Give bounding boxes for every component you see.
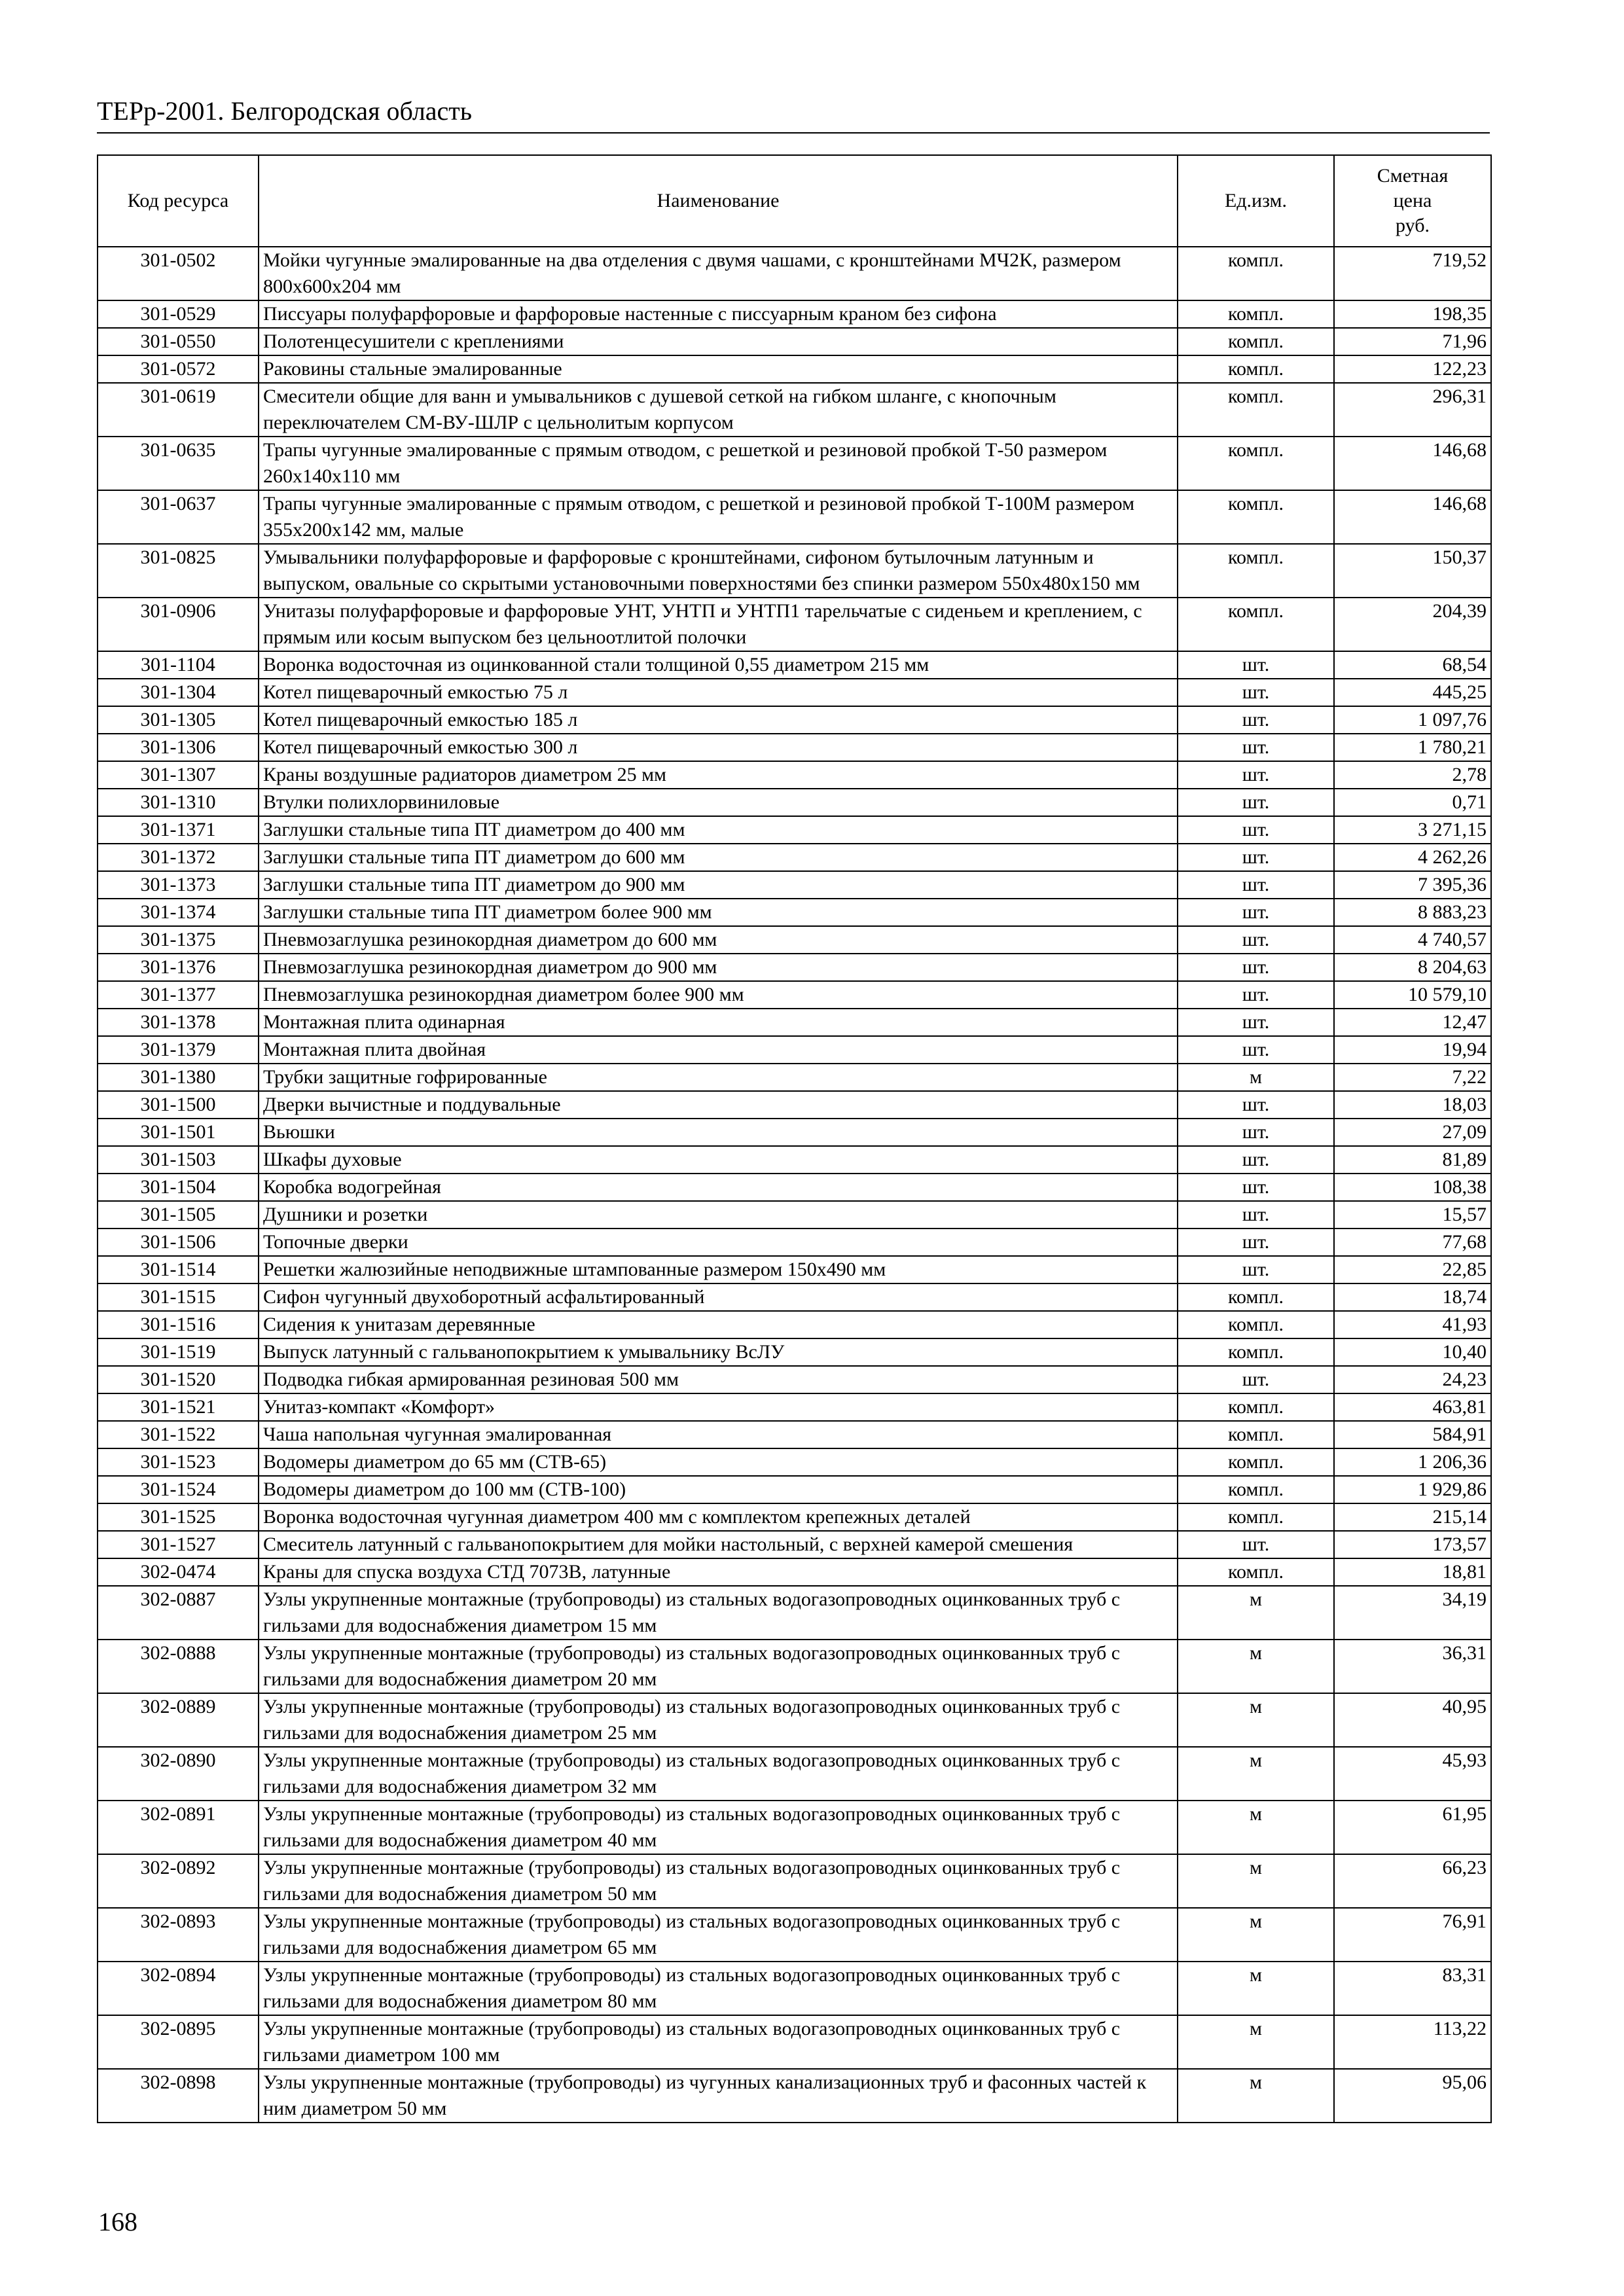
cell-price: 10 579,10 (1334, 981, 1491, 1009)
cell-resource-name: Пневмозаглушка резинокордная диаметром до 900 мм (259, 954, 1178, 981)
cell-unit: компл. (1178, 300, 1334, 328)
cell-resource-name: Писсуары полуфарфоровые и фарфоровые настенные с писсуарным краном без сифона (259, 300, 1178, 328)
cell-resource-code: 301-1504 (98, 1174, 259, 1201)
cell-resource-name: Смесители общие для ванн и умывальников с душевой сеткой на гибком шланге, с кнопочным переключателем СМ-ВУ-ШЛР с цельнолитым корпусом (259, 383, 1178, 437)
cell-unit: м (1178, 1747, 1334, 1801)
table-row (98, 899, 1491, 926)
cell-unit: компл. (1178, 490, 1334, 544)
cell-resource-code: 301-1500 (98, 1091, 259, 1119)
cell-resource-name: Узлы укрупненные монтажные (трубопроводы) из стальных водогазопроводных оцинкованных труб с гильзами для водоснабжения диаметром 20 мм (259, 1640, 1178, 1693)
cell-unit: шт. (1178, 1256, 1334, 1283)
cell-price: 12,47 (1334, 1009, 1491, 1036)
resource-price-table (97, 154, 1492, 2123)
table-row (98, 355, 1491, 383)
cell-price: 45,93 (1334, 1747, 1491, 1801)
cell-resource-code: 301-0572 (98, 355, 259, 383)
table-row (98, 871, 1491, 899)
table-row (98, 1366, 1491, 1393)
cell-unit: компл. (1178, 1311, 1334, 1338)
cell-price: 40,95 (1334, 1693, 1491, 1747)
cell-unit: компл. (1178, 598, 1334, 651)
cell-price: 7 395,36 (1334, 871, 1491, 899)
cell-unit: компл. (1178, 1283, 1334, 1311)
cell-unit: шт. (1178, 1009, 1334, 1036)
cell-unit: шт. (1178, 1531, 1334, 1558)
cell-unit: шт. (1178, 651, 1334, 679)
cell-resource-code: 301-1523 (98, 1448, 259, 1476)
cell-resource-name: Котел пищеварочный емкостью 185 л (259, 706, 1178, 734)
cell-resource-code: 302-0891 (98, 1801, 259, 1854)
column-header-price-line3: руб. (1396, 215, 1430, 236)
cell-price: 41,93 (1334, 1311, 1491, 1338)
cell-resource-code: 302-0892 (98, 1854, 259, 1908)
cell-price: 173,57 (1334, 1531, 1491, 1558)
table-row (98, 1146, 1491, 1174)
cell-price: 8 204,63 (1334, 954, 1491, 981)
cell-resource-name: Водомеры диаметром до 65 мм (СТВ-65) (259, 1448, 1178, 1476)
cell-unit: шт. (1178, 1036, 1334, 1064)
cell-resource-code: 301-1372 (98, 844, 259, 871)
cell-price: 61,95 (1334, 1801, 1491, 1854)
table-row (98, 679, 1491, 706)
header-rule (97, 132, 1490, 134)
table-row (98, 1586, 1491, 1640)
cell-price: 150,37 (1334, 544, 1491, 598)
cell-price: 22,85 (1334, 1256, 1491, 1283)
cell-resource-name: Узлы укрупненные монтажные (трубопроводы) из стальных водогазопроводных оцинкованных труб с гильзами для водоснабжения диаметром 40 мм (259, 1801, 1178, 1854)
cell-resource-name: Унитаз-компакт «Комфорт» (259, 1393, 1178, 1421)
cell-resource-name: Водомеры диаметром до 100 мм (СТВ-100) (259, 1476, 1178, 1503)
cell-unit: компл. (1178, 355, 1334, 383)
column-header-price-line2: цена (1393, 190, 1432, 211)
cell-resource-name: Воронка водосточная чугунная диаметром 400 мм с комплектом крепежных деталей (259, 1503, 1178, 1531)
cell-price: 15,57 (1334, 1201, 1491, 1229)
cell-unit: шт. (1178, 844, 1334, 871)
cell-unit: м (1178, 1064, 1334, 1091)
cell-price: 122,23 (1334, 355, 1491, 383)
cell-resource-code: 302-0890 (98, 1747, 259, 1801)
column-header-unit: Ед.изм. (1178, 155, 1334, 247)
cell-resource-code: 301-0502 (98, 247, 259, 300)
cell-price: 1 780,21 (1334, 734, 1491, 761)
cell-price: 34,19 (1334, 1586, 1491, 1640)
cell-unit: компл. (1178, 328, 1334, 355)
cell-resource-name: Решетки жалюзийные неподвижные штампованные размером 150x490 мм (259, 1256, 1178, 1283)
cell-price: 113,22 (1334, 2015, 1491, 2069)
cell-resource-code: 301-1505 (98, 1201, 259, 1229)
table-row (98, 1962, 1491, 2015)
cell-price: 10,40 (1334, 1338, 1491, 1366)
table-row (98, 2069, 1491, 2123)
table-row (98, 1801, 1491, 1854)
table-row (98, 1393, 1491, 1421)
cell-resource-code: 301-1516 (98, 1311, 259, 1338)
cell-unit: шт. (1178, 899, 1334, 926)
cell-resource-code: 301-1380 (98, 1064, 259, 1091)
cell-unit: шт. (1178, 706, 1334, 734)
cell-price: 7,22 (1334, 1064, 1491, 1091)
cell-price: 36,31 (1334, 1640, 1491, 1693)
cell-unit: шт. (1178, 789, 1334, 816)
column-header-price-line1: Сметная (1377, 165, 1449, 187)
cell-price: 19,94 (1334, 1036, 1491, 1064)
cell-resource-code: 302-0895 (98, 2015, 259, 2069)
cell-price: 215,14 (1334, 1503, 1491, 1531)
cell-unit: шт. (1178, 871, 1334, 899)
table-row (98, 328, 1491, 355)
cell-unit: компл. (1178, 437, 1334, 490)
cell-resource-code: 301-0619 (98, 383, 259, 437)
cell-unit: шт. (1178, 1119, 1334, 1146)
cell-resource-name: Пневмозаглушка резинокордная диаметром до 600 мм (259, 926, 1178, 954)
cell-price: 146,68 (1334, 490, 1491, 544)
cell-price: 77,68 (1334, 1229, 1491, 1256)
table-row (98, 981, 1491, 1009)
cell-resource-name: Сифон чугунный двухоборотный асфальтированный (259, 1283, 1178, 1311)
table-row (98, 598, 1491, 651)
cell-unit: шт. (1178, 1091, 1334, 1119)
cell-resource-name: Шкафы духовые (259, 1146, 1178, 1174)
cell-resource-name: Воронка водосточная из оцинкованной стали толщиной 0,55 диаметром 215 мм (259, 651, 1178, 679)
cell-unit: шт. (1178, 1146, 1334, 1174)
table-row (98, 651, 1491, 679)
cell-unit: шт. (1178, 926, 1334, 954)
cell-resource-code: 301-1515 (98, 1283, 259, 1311)
table-body (98, 247, 1491, 2123)
cell-resource-code: 302-0887 (98, 1586, 259, 1640)
cell-resource-code: 301-1378 (98, 1009, 259, 1036)
table-row (98, 1283, 1491, 1311)
cell-price: 3 271,15 (1334, 816, 1491, 844)
cell-resource-code: 301-1522 (98, 1421, 259, 1448)
cell-resource-name: Топочные дверки (259, 1229, 1178, 1256)
cell-unit: м (1178, 1640, 1334, 1693)
cell-unit: компл. (1178, 383, 1334, 437)
cell-unit: шт. (1178, 954, 1334, 981)
cell-resource-code: 301-1375 (98, 926, 259, 954)
cell-resource-name: Унитазы полуфарфоровые и фарфоровые УНТ, УНТП и УНТП1 тарельчатые с сиденьем и креплением, с прямым или косым выпуском без цельноотлитой полочки (259, 598, 1178, 651)
cell-resource-name: Узлы укрупненные монтажные (трубопроводы) из стальных водогазопроводных оцинкованных труб с гильзами для водоснабжения диаметром 65 мм (259, 1908, 1178, 1962)
cell-resource-code: 301-1501 (98, 1119, 259, 1146)
cell-resource-name: Узлы укрупненные монтажные (трубопроводы) из стальных водогазопроводных оцинкованных труб с гильзами для водоснабжения диаметром 32 мм (259, 1747, 1178, 1801)
cell-unit: шт. (1178, 1366, 1334, 1393)
table-row (98, 734, 1491, 761)
table-row (98, 706, 1491, 734)
cell-price: 2,78 (1334, 761, 1491, 789)
cell-resource-name: Смеситель латунный с гальванопокрытием для мойки настольный, с верхней камерой смешения (259, 1531, 1178, 1558)
cell-unit: шт. (1178, 679, 1334, 706)
cell-resource-code: 301-1519 (98, 1338, 259, 1366)
cell-resource-code: 301-1304 (98, 679, 259, 706)
table-row (98, 789, 1491, 816)
cell-price: 68,54 (1334, 651, 1491, 679)
cell-price: 719,52 (1334, 247, 1491, 300)
cell-price: 24,23 (1334, 1366, 1491, 1393)
cell-resource-name: Узлы укрупненные монтажные (трубопроводы) из стальных водогазопроводных оцинкованных труб с гильзами для водоснабжения диаметром 25 мм (259, 1693, 1178, 1747)
cell-price: 18,74 (1334, 1283, 1491, 1311)
cell-unit: шт. (1178, 734, 1334, 761)
cell-resource-code: 301-1373 (98, 871, 259, 899)
cell-price: 18,81 (1334, 1558, 1491, 1586)
table-header-row (98, 155, 1491, 247)
cell-resource-code: 301-1506 (98, 1229, 259, 1256)
cell-resource-code: 301-0637 (98, 490, 259, 544)
cell-resource-name: Монтажная плита двойная (259, 1036, 1178, 1064)
table-row (98, 1119, 1491, 1146)
cell-unit: компл. (1178, 544, 1334, 598)
cell-resource-code: 301-0550 (98, 328, 259, 355)
column-header-price (1334, 155, 1491, 247)
table-row (98, 954, 1491, 981)
cell-resource-name: Краны для спуска воздуха СТД 7073В, латунные (259, 1558, 1178, 1586)
cell-resource-name: Заглушки стальные типа ПТ диаметром до 900 мм (259, 871, 1178, 899)
cell-resource-name: Полотенцесушители с креплениями (259, 328, 1178, 355)
table-row (98, 844, 1491, 871)
cell-resource-code: 301-1514 (98, 1256, 259, 1283)
cell-unit: м (1178, 1908, 1334, 1962)
cell-resource-code: 302-0888 (98, 1640, 259, 1693)
table-row (98, 490, 1491, 544)
cell-price: 1 206,36 (1334, 1448, 1491, 1476)
cell-price: 71,96 (1334, 328, 1491, 355)
cell-resource-name: Узлы укрупненные монтажные (трубопроводы) из чугунных канализационных труб и фасонных частей к ним диаметром 50 мм (259, 2069, 1178, 2123)
cell-price: 83,31 (1334, 1962, 1491, 2015)
cell-resource-name: Котел пищеварочный емкостью 75 л (259, 679, 1178, 706)
cell-price: 27,09 (1334, 1119, 1491, 1146)
cell-resource-code: 301-0906 (98, 598, 259, 651)
table-row (98, 1531, 1491, 1558)
cell-resource-code: 301-1306 (98, 734, 259, 761)
cell-unit: шт. (1178, 981, 1334, 1009)
table-row (98, 544, 1491, 598)
cell-resource-name: Пневмозаглушка резинокордная диаметром более 900 мм (259, 981, 1178, 1009)
cell-price: 108,38 (1334, 1174, 1491, 1201)
cell-resource-code: 301-1310 (98, 789, 259, 816)
table-row (98, 1256, 1491, 1283)
table-row (98, 2015, 1491, 2069)
cell-resource-code: 301-1377 (98, 981, 259, 1009)
table-row (98, 1091, 1491, 1119)
cell-unit: компл. (1178, 1421, 1334, 1448)
cell-price: 8 883,23 (1334, 899, 1491, 926)
table-row (98, 1201, 1491, 1229)
cell-price: 584,91 (1334, 1421, 1491, 1448)
table-row (98, 926, 1491, 954)
cell-unit: компл. (1178, 1448, 1334, 1476)
cell-resource-code: 302-0889 (98, 1693, 259, 1747)
cell-resource-code: 301-0635 (98, 437, 259, 490)
cell-resource-name: Узлы укрупненные монтажные (трубопроводы) из стальных водогазопроводных оцинкованных труб с гильзами диаметром 100 мм (259, 2015, 1178, 2069)
cell-resource-name: Монтажная плита одинарная (259, 1009, 1178, 1036)
cell-resource-name: Подводка гибкая армированная резиновая 500 мм (259, 1366, 1178, 1393)
table-row (98, 1908, 1491, 1962)
cell-resource-code: 301-0529 (98, 300, 259, 328)
cell-price: 66,23 (1334, 1854, 1491, 1908)
cell-resource-code: 301-1521 (98, 1393, 259, 1421)
page-number: 168 (98, 2207, 137, 2236)
table-row (98, 1421, 1491, 1448)
cell-resource-name: Узлы укрупненные монтажные (трубопроводы) из стальных водогазопроводных оцинкованных труб с гильзами для водоснабжения диаметром 80 мм (259, 1962, 1178, 2015)
column-header-code: Код ресурса (98, 155, 259, 247)
cell-resource-code: 301-1503 (98, 1146, 259, 1174)
cell-resource-name: Выпуск латунный с гальванопокрытием к умывальнику ВсЛУ (259, 1338, 1178, 1366)
column-header-name: Наименование (259, 155, 1178, 247)
table-row (98, 1036, 1491, 1064)
cell-resource-name: Заглушки стальные типа ПТ диаметром более 900 мм (259, 899, 1178, 926)
table-row (98, 1747, 1491, 1801)
cell-resource-name: Втулки полихлорвиниловые (259, 789, 1178, 816)
table-row (98, 1009, 1491, 1036)
table-row (98, 1338, 1491, 1366)
cell-resource-name: Дверки вычистные и поддувальные (259, 1091, 1178, 1119)
table-row (98, 1448, 1491, 1476)
cell-unit: м (1178, 2069, 1334, 2123)
cell-unit: шт. (1178, 1201, 1334, 1229)
cell-price: 296,31 (1334, 383, 1491, 437)
cell-unit: м (1178, 1693, 1334, 1747)
cell-resource-name: Заглушки стальные типа ПТ диаметром до 600 мм (259, 844, 1178, 871)
cell-resource-name: Узлы укрупненные монтажные (трубопроводы) из стальных водогазопроводных оцинкованных труб с гильзами для водоснабжения диаметром 15 мм (259, 1586, 1178, 1640)
cell-resource-name: Чаша напольная чугунная эмалированная (259, 1421, 1178, 1448)
cell-resource-code: 301-1376 (98, 954, 259, 981)
table-row (98, 1503, 1491, 1531)
cell-price: 95,06 (1334, 2069, 1491, 2123)
cell-resource-name: Трапы чугунные эмалированные с прямым отводом, с решеткой и резиновой пробкой Т-100М размером 355x200x142 мм, малые (259, 490, 1178, 544)
cell-resource-code: 302-0898 (98, 2069, 259, 2123)
cell-resource-code: 301-1104 (98, 651, 259, 679)
cell-resource-code: 302-0893 (98, 1908, 259, 1962)
cell-resource-code: 302-0894 (98, 1962, 259, 2015)
cell-price: 1 929,86 (1334, 1476, 1491, 1503)
cell-resource-code: 301-1527 (98, 1531, 259, 1558)
cell-resource-name: Заглушки стальные типа ПТ диаметром до 400 мм (259, 816, 1178, 844)
cell-resource-code: 301-1371 (98, 816, 259, 844)
cell-resource-code: 301-1379 (98, 1036, 259, 1064)
table-row (98, 1558, 1491, 1586)
cell-unit: компл. (1178, 1503, 1334, 1531)
cell-price: 4 740,57 (1334, 926, 1491, 954)
cell-price: 146,68 (1334, 437, 1491, 490)
cell-price: 445,25 (1334, 679, 1491, 706)
cell-resource-name: Вьюшки (259, 1119, 1178, 1146)
cell-unit: м (1178, 1586, 1334, 1640)
cell-price: 4 262,26 (1334, 844, 1491, 871)
cell-unit: м (1178, 2015, 1334, 2069)
cell-price: 18,03 (1334, 1091, 1491, 1119)
cell-resource-name: Узлы укрупненные монтажные (трубопроводы) из стальных водогазопроводных оцинкованных труб с гильзами для водоснабжения диаметром 50 мм (259, 1854, 1178, 1908)
table-row (98, 1311, 1491, 1338)
cell-unit: шт. (1178, 1229, 1334, 1256)
cell-resource-name: Душники и розетки (259, 1201, 1178, 1229)
table-row (98, 300, 1491, 328)
table-row (98, 1693, 1491, 1747)
table-row (98, 761, 1491, 789)
cell-resource-name: Умывальники полуфарфоровые и фарфоровые с кронштейнами, сифоном бутылочным латунным и выпуском, овальные со скрытыми установочными поверхностями без спинки размером 550x480x150 мм (259, 544, 1178, 598)
page-header-title: ТЕРр-2001. Белгородская область (97, 96, 473, 126)
cell-price: 204,39 (1334, 598, 1491, 651)
table-row (98, 1174, 1491, 1201)
cell-resource-code: 301-1525 (98, 1503, 259, 1531)
cell-unit: компл. (1178, 1476, 1334, 1503)
cell-resource-name: Раковины стальные эмалированные (259, 355, 1178, 383)
cell-price: 1 097,76 (1334, 706, 1491, 734)
cell-resource-name: Коробка водогрейная (259, 1174, 1178, 1201)
table-row (98, 247, 1491, 300)
cell-resource-code: 301-1374 (98, 899, 259, 926)
cell-resource-name: Краны воздушные радиаторов диаметром 25 мм (259, 761, 1178, 789)
cell-resource-name: Мойки чугунные эмалированные на два отделения с двумя чашами, с кронштейнами МЧ2К, размером 800x600x204 мм (259, 247, 1178, 300)
table-row (98, 1476, 1491, 1503)
table-row (98, 1854, 1491, 1908)
cell-price: 463,81 (1334, 1393, 1491, 1421)
cell-resource-code: 301-1524 (98, 1476, 259, 1503)
cell-unit: компл. (1178, 247, 1334, 300)
table-row (98, 1640, 1491, 1693)
cell-unit: компл. (1178, 1558, 1334, 1586)
cell-unit: м (1178, 1801, 1334, 1854)
cell-unit: м (1178, 1854, 1334, 1908)
cell-unit: шт. (1178, 1174, 1334, 1201)
cell-unit: м (1178, 1962, 1334, 2015)
cell-resource-name: Сидения к унитазам деревянные (259, 1311, 1178, 1338)
cell-unit: компл. (1178, 1338, 1334, 1366)
cell-resource-name: Трапы чугунные эмалированные с прямым отводом, с решеткой и резиновой пробкой Т-50 размером 260x140x110 мм (259, 437, 1178, 490)
cell-price: 198,35 (1334, 300, 1491, 328)
cell-unit: шт. (1178, 761, 1334, 789)
cell-unit: шт. (1178, 816, 1334, 844)
table-row (98, 437, 1491, 490)
cell-resource-code: 301-1307 (98, 761, 259, 789)
table-row (98, 1064, 1491, 1091)
table-row (98, 816, 1491, 844)
cell-resource-code: 301-0825 (98, 544, 259, 598)
cell-price: 81,89 (1334, 1146, 1491, 1174)
table-row (98, 1229, 1491, 1256)
table-row (98, 383, 1491, 437)
cell-unit: компл. (1178, 1393, 1334, 1421)
cell-resource-name: Трубки защитные гофрированные (259, 1064, 1178, 1091)
cell-resource-code: 301-1520 (98, 1366, 259, 1393)
cell-price: 0,71 (1334, 789, 1491, 816)
cell-price: 76,91 (1334, 1908, 1491, 1962)
cell-resource-code: 302-0474 (98, 1558, 259, 1586)
cell-resource-name: Котел пищеварочный емкостью 300 л (259, 734, 1178, 761)
cell-resource-code: 301-1305 (98, 706, 259, 734)
